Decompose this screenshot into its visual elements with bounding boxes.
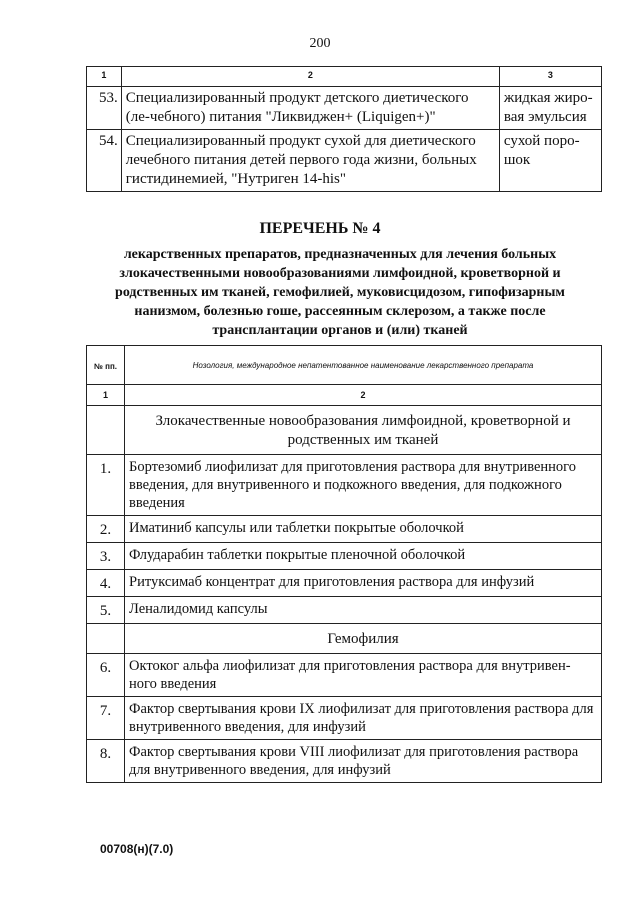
table-row: [87, 516, 602, 543]
row-number: 3.: [87, 543, 125, 570]
table-header-row: [87, 346, 602, 385]
group-title: Гемофилия: [125, 624, 602, 654]
row-number: 1.: [87, 455, 125, 516]
table-row: [87, 697, 602, 740]
group-row: [87, 406, 602, 455]
header-col-3: 3: [499, 67, 601, 87]
table-row: [87, 740, 602, 783]
drug-entry: Ритуксимаб концентрат для приготовления раствора для инфузий: [125, 570, 602, 597]
table-row: [87, 597, 602, 624]
drug-entry: Фактор свертывания крови VIII лиофилизат для приготовления раствора для внутривенного введения, для инфузий: [125, 740, 602, 783]
product-name: Специализированный продукт сухой для диетического лечебного питания детей первого года жизни, больных гистидинемией, "Нутриген 14-his": [121, 130, 499, 192]
drug-entry: Леналидомид капсулы: [125, 597, 602, 624]
column-2: 2: [125, 385, 602, 406]
table-row: [87, 543, 602, 570]
drug-entry: Иматиниб капсулы или таблетки покрытые оболочкой: [125, 516, 602, 543]
header-number: № пп.: [87, 346, 125, 385]
table-row: [87, 654, 602, 697]
table-header-row: [87, 67, 602, 87]
row-number: 2.: [87, 516, 125, 543]
product-name: Специализированный продукт детского диетического (ле-чебного) питания "Ликвиджен+ (Liquigen+)": [121, 87, 499, 130]
table-row: [87, 570, 602, 597]
row-number: 5.: [87, 597, 125, 624]
empty-cell: [87, 624, 125, 654]
document-code: 00708(н)(7.0): [100, 842, 174, 856]
table-row: [87, 130, 602, 192]
product-form: сухой поро-шок: [499, 130, 601, 192]
header-col-2: 2: [121, 67, 499, 87]
list-subtitle: лекарственных препаратов, предназначенных для лечения больных злокачественными новообразованиями лимфоидной, кроветворной и родственных им тканей, гемофилией, муковисцидозом, гипофизарным нанизмом, болезнью гоше, рассеянным склерозом, а также после трансплантации органов и (или) тканей: [115, 247, 565, 338]
column-number-row: [87, 385, 602, 406]
table-row: [87, 455, 602, 516]
row-number: 7.: [87, 697, 125, 740]
drug-entry: Фактор свертывания крови IX лиофилизат для приготовления раствора для внутривенного введения, для инфузий: [125, 697, 602, 740]
table-row: [87, 87, 602, 130]
drug-list-table: [86, 345, 602, 783]
continuation-table: [86, 66, 602, 192]
empty-cell: [87, 406, 125, 455]
group-row: [87, 624, 602, 654]
row-number: 6.: [87, 654, 125, 697]
drug-entry: Октоког альфа лиофилизат для приготовления раствора для внутривен-ного введения: [125, 654, 602, 697]
list-title: ПЕРЕЧЕНЬ № 4: [259, 220, 381, 237]
group-title: Злокачественные новообразования лимфоидной, кроветворной и родственных им тканей: [125, 406, 602, 455]
page-number: 200: [309, 36, 331, 51]
column-1: 1: [87, 385, 125, 406]
row-number: 54.: [87, 130, 122, 192]
row-number: 4.: [87, 570, 125, 597]
product-form: жидкая жиро-вая эмульсия: [499, 87, 601, 130]
drug-entry: Флударабин таблетки покрытые пленочной оболочкой: [125, 543, 602, 570]
row-number: 8.: [87, 740, 125, 783]
header-name: Нозология, международное непатентованное наименование лекарственного препарата: [125, 346, 602, 385]
header-col-1: 1: [87, 67, 122, 87]
row-number: 53.: [87, 87, 122, 130]
drug-entry: Бортезомиб лиофилизат для приготовления раствора для внутривенного введения, для внутривенного и подкожного введения, для подкожного введения: [125, 455, 602, 516]
